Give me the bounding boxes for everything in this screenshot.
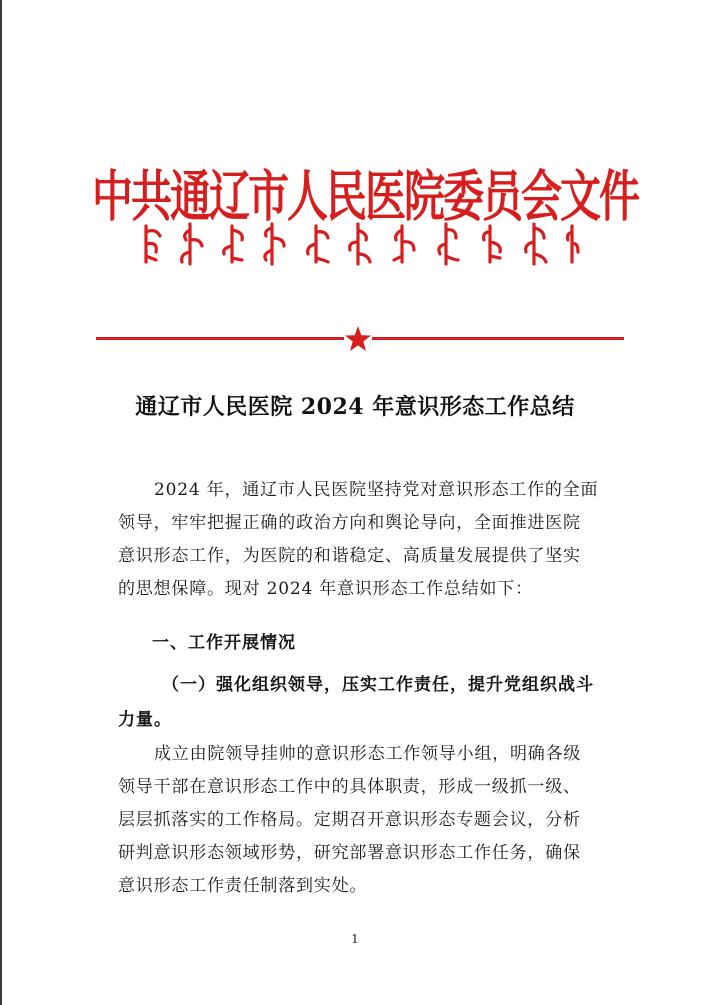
mongolian-script-graphic: [140, 218, 580, 270]
body-line: 成立由院领导挂帅的意识形态工作领导小组，明确各级: [154, 744, 582, 764]
body-line: 意识形态工作责任制落到实处。: [118, 876, 368, 896]
mongolian-script-header: [140, 218, 580, 270]
page-number: 1: [351, 932, 359, 946]
document-title: 通辽市人民医院 2024 年意识形态工作总结: [135, 394, 575, 420]
intro-line: 2024 年，通辽市人民医院坚持党对意识形态工作的全面: [154, 480, 599, 500]
red-star-icon: [344, 325, 372, 353]
subsection-heading: [118, 668, 608, 738]
intro-line: 领导，牢牢把握正确的政治方向和舆论导向，全面推进医院: [118, 513, 581, 533]
body-line: 层层抓落实的工作格局。定期召开意识形态专题会议，分析: [118, 810, 581, 830]
subsection-heading-line: 力量。: [118, 710, 172, 730]
body-line: 领导干部在意识形态工作中的具体职责，形成一级抓一级、: [118, 777, 581, 797]
page-edge: [0, 0, 2, 1005]
section-heading: 一、工作开展情况: [152, 633, 296, 653]
body-line: 研判意识形态领域形势，研究部署意识形态工作任务，确保: [118, 843, 581, 863]
subsection-heading-line: （一）强化组织领导，压实工作责任，提升党组织战斗: [162, 675, 594, 695]
intro-line: 的思想保障。现对 2024 年意识形态工作总结如下：: [118, 579, 533, 599]
org-header-title: 中共通辽市人民医院委员会文件: [92, 164, 638, 229]
body-paragraph: [118, 738, 608, 903]
intro-line: 意识形态工作，为医院的和谐稳定、高质量发展提供了坚实: [118, 546, 581, 566]
intro-paragraph: [118, 474, 608, 606]
red-divider-right: [372, 337, 624, 340]
red-divider-left: [96, 337, 344, 340]
